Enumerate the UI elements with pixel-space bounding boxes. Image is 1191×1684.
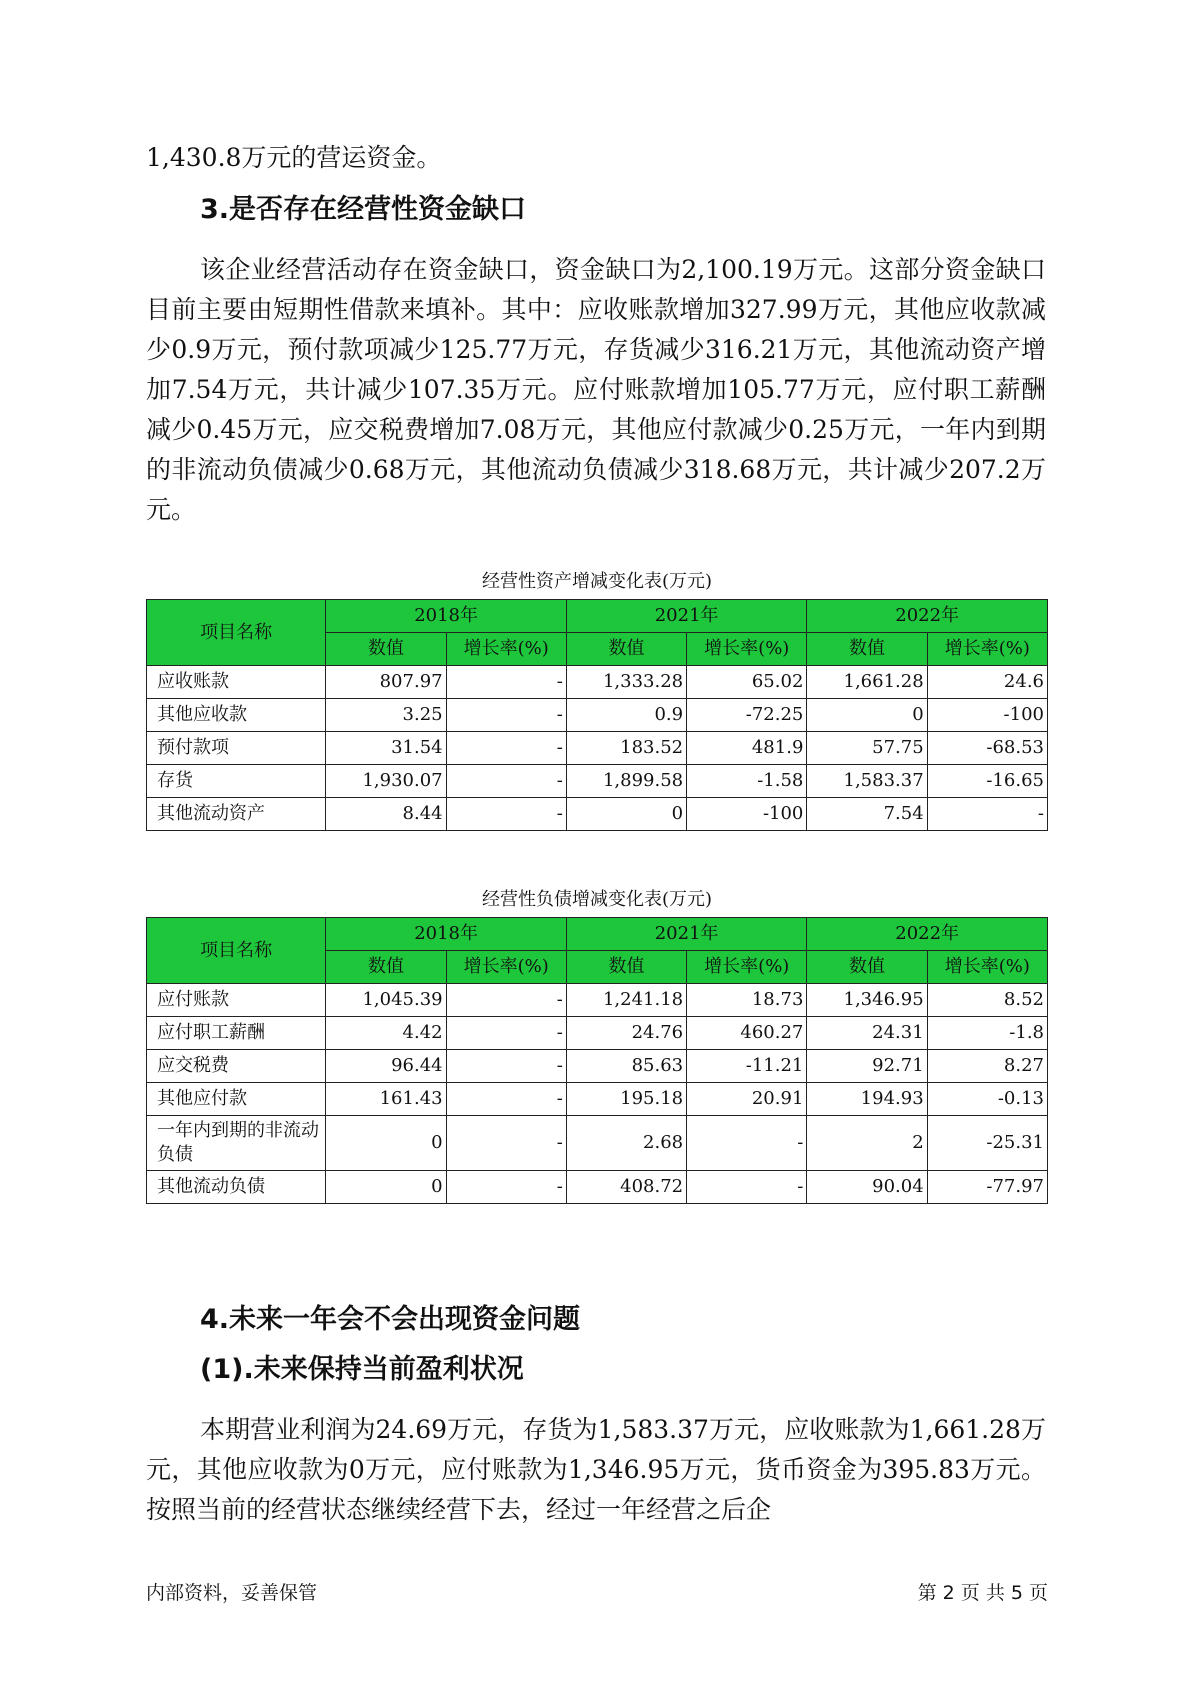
table-row (147, 765, 1048, 798)
table-cell: - (446, 699, 566, 732)
value-header: 数值 (807, 633, 927, 666)
table-row (147, 1171, 1048, 1204)
table-cell: - (446, 984, 566, 1017)
table-cell: -0.13 (927, 1083, 1047, 1116)
table-cell: - (446, 1083, 566, 1116)
table-cell: 57.75 (807, 732, 927, 765)
growth-rate-header: 增长率(%) (446, 951, 566, 984)
row-label: 存货 (147, 765, 326, 798)
table-cell: 1,346.95 (807, 984, 927, 1017)
row-label: 应付职工薪酬 (147, 1017, 326, 1050)
table-cell: 24.6 (927, 666, 1047, 699)
table-cell: 65.02 (687, 666, 807, 699)
value-header: 数值 (807, 951, 927, 984)
table-cell: 408.72 (566, 1171, 686, 1204)
table-cell: - (446, 1050, 566, 1083)
table-cell: 96.44 (326, 1050, 446, 1083)
table-cell: -16.65 (927, 765, 1047, 798)
value-header: 数值 (566, 633, 686, 666)
table-cell: 85.63 (566, 1050, 686, 1083)
growth-rate-header: 增长率(%) (446, 633, 566, 666)
table-cell: 1,583.37 (807, 765, 927, 798)
table-cell: 0 (326, 1116, 446, 1171)
table-cell: 0 (807, 699, 927, 732)
table-cell: -1.58 (687, 765, 807, 798)
value-header: 数值 (326, 633, 446, 666)
row-label: 其他流动资产 (147, 798, 326, 831)
table-cell: 8.27 (927, 1050, 1047, 1083)
item-name-header: 项目名称 (147, 600, 326, 666)
asset-change-table (146, 599, 1048, 831)
table-cell: 92.71 (807, 1050, 927, 1083)
table-cell: - (446, 732, 566, 765)
table-cell: 24.31 (807, 1017, 927, 1050)
table-cell: - (927, 798, 1047, 831)
row-label: 其他应收款 (147, 699, 326, 732)
table-1-caption: 经营性资产增减变化表(万元) (481, 571, 713, 592)
table-cell: 807.97 (326, 666, 446, 699)
value-header: 数值 (566, 951, 686, 984)
table-cell: -1.8 (927, 1017, 1047, 1050)
section-3-paragraph: 该企业经营活动存在资金缺口，资金缺口为2,100.19万元。这部分资金缺口目前主要由短期性借款来填补。其中：应收账款增加327.99万元，其他应收款减少0.9万元，预付款项减少125.77万元，存货减少316.21万元，其他流动资产增加7.54万元，共计减少107.35万元。应付账款增加105.77万元，应付职工薪酬减少0.45万元，应交税费增加7.08万元，其他应付款减少0.25万元，一年内到期的非流动负债减少0.68万元，其他流动负债减少318.68万元，共计减少207.2万元。 (146, 255, 1046, 524)
table-cell: 1,661.28 (807, 666, 927, 699)
section-4-heading: 4.未来一年会不会出现资金问题 (200, 1304, 581, 1335)
table-cell: -68.53 (927, 732, 1047, 765)
table-cell: -11.21 (687, 1050, 807, 1083)
item-name-header: 项目名称 (147, 918, 326, 984)
table-cell: 1,930.07 (326, 765, 446, 798)
table-cell: 1,899.58 (566, 765, 686, 798)
table-cell: 460.27 (687, 1017, 807, 1050)
table-row (147, 1116, 1048, 1171)
table-cell: 90.04 (807, 1171, 927, 1204)
row-label: 应付账款 (147, 984, 326, 1017)
growth-rate-header: 增长率(%) (927, 633, 1047, 666)
table-row (147, 798, 1048, 831)
table-cell: 161.43 (326, 1083, 446, 1116)
table-row (147, 1083, 1048, 1116)
table-2-caption: 经营性负债增减变化表(万元) (481, 889, 713, 910)
table-cell: 7.54 (807, 798, 927, 831)
table-cell: 0 (326, 1171, 446, 1204)
liability-change-table (146, 917, 1048, 1204)
table-cell: 2 (807, 1116, 927, 1171)
table-cell: 24.76 (566, 1017, 686, 1050)
row-label: 其他流动负债 (147, 1171, 326, 1204)
table-cell: 183.52 (566, 732, 686, 765)
table-cell: 3.25 (326, 699, 446, 732)
table-cell: 4.42 (326, 1017, 446, 1050)
row-label: 应收账款 (147, 666, 326, 699)
table-cell: - (687, 1171, 807, 1204)
table-cell: - (446, 798, 566, 831)
table-cell: 481.9 (687, 732, 807, 765)
row-label: 一年内到期的非流动负债 (147, 1116, 326, 1171)
footer-confidential-note: 内部资料，妥善保管 (146, 1582, 318, 1604)
table-cell: - (687, 1116, 807, 1171)
table-row (147, 1050, 1048, 1083)
year-header: 2022年 (807, 918, 1048, 951)
table-cell: 31.54 (326, 732, 446, 765)
table-cell: -100 (927, 699, 1047, 732)
intro-paragraph: 1,430.8万元的营运资金。 (146, 143, 442, 172)
table-cell: 1,241.18 (566, 984, 686, 1017)
table-cell: - (446, 765, 566, 798)
table-row (147, 984, 1048, 1017)
table-cell: 8.52 (927, 984, 1047, 1017)
table-cell: 194.93 (807, 1083, 927, 1116)
table-cell: - (446, 666, 566, 699)
table-cell: 2.68 (566, 1116, 686, 1171)
section-4-paragraph: 本期营业利润为24.69万元，存货为1,583.37万元，应收账款为1,661.28万元，其他应收款为0万元，应付账款为1,346.95万元，货币资金为395.83万元。按照当前的经营状态继续经营下去，经过一年经营之后企 (146, 1415, 1046, 1524)
table-cell: -72.25 (687, 699, 807, 732)
table-cell: -77.97 (927, 1171, 1047, 1204)
year-header: 2018年 (326, 918, 567, 951)
table-cell: - (446, 1017, 566, 1050)
growth-rate-header: 增长率(%) (927, 951, 1047, 984)
table-cell: 1,333.28 (566, 666, 686, 699)
table-cell: 195.18 (566, 1083, 686, 1116)
table-cell: - (446, 1116, 566, 1171)
year-header: 2022年 (807, 600, 1048, 633)
growth-rate-header: 增长率(%) (687, 951, 807, 984)
table-cell: 20.91 (687, 1083, 807, 1116)
year-header: 2021年 (566, 600, 807, 633)
table-cell: 18.73 (687, 984, 807, 1017)
table-cell: 8.44 (326, 798, 446, 831)
table-row (147, 666, 1048, 699)
growth-rate-header: 增长率(%) (687, 633, 807, 666)
table-cell: 0 (566, 798, 686, 831)
footer-page-number: 第 2 页 共 5 页 (917, 1582, 1048, 1604)
table-row (147, 732, 1048, 765)
table-cell: - (446, 1171, 566, 1204)
year-header: 2021年 (566, 918, 807, 951)
section-4-subheading: (1).未来保持当前盈利状况 (200, 1354, 524, 1385)
row-label: 其他应付款 (147, 1083, 326, 1116)
row-label: 预付款项 (147, 732, 326, 765)
table-cell: 1,045.39 (326, 984, 446, 1017)
value-header: 数值 (326, 951, 446, 984)
section-3-heading: 3.是否存在经营性资金缺口 (200, 194, 527, 225)
table-row (147, 699, 1048, 732)
year-header: 2018年 (326, 600, 567, 633)
row-label: 应交税费 (147, 1050, 326, 1083)
table-row (147, 1017, 1048, 1050)
table-cell: 0.9 (566, 699, 686, 732)
table-cell: -25.31 (927, 1116, 1047, 1171)
table-cell: -100 (687, 798, 807, 831)
